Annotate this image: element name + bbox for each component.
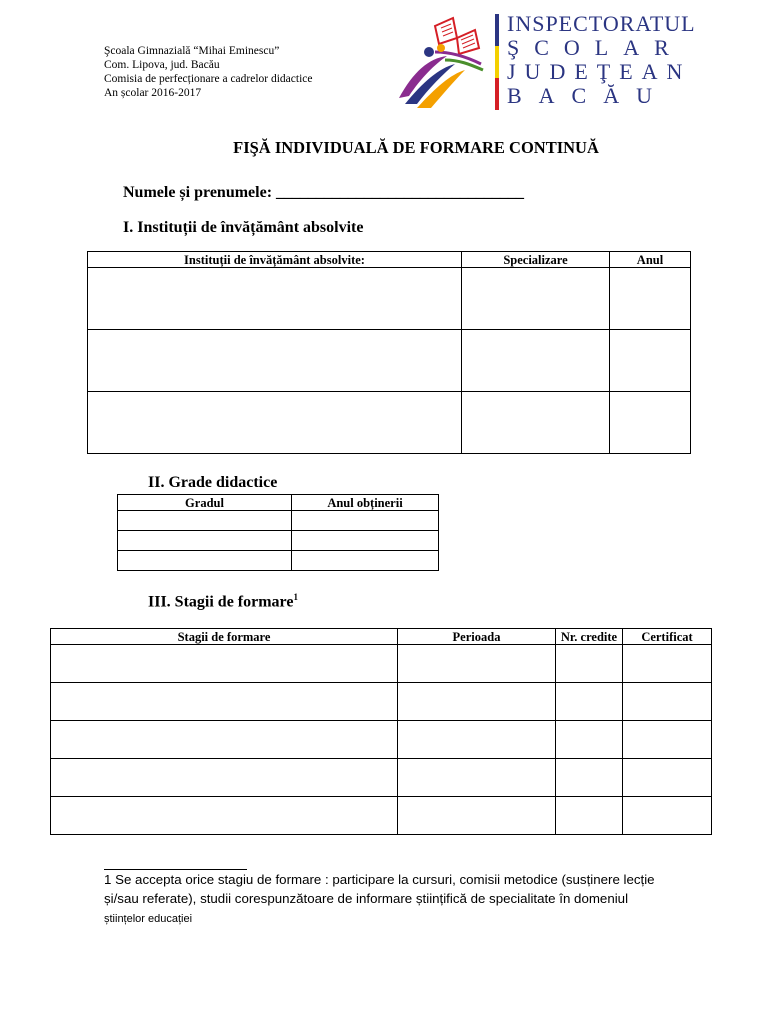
school-year: An școlar 2016-2017 bbox=[104, 87, 202, 99]
commission: Comisia de perfecționare a cadrelor didactice bbox=[104, 73, 313, 85]
table-cell[interactable] bbox=[292, 511, 439, 531]
inspectorate-logo bbox=[395, 12, 705, 112]
col-training: Stagii de formare bbox=[51, 629, 398, 645]
page-title: FIŞĂ INDIVIDUALĂ DE FORMARE CONTINUĂ bbox=[233, 138, 599, 157]
logo-line-2: ŞCOLAR bbox=[507, 35, 684, 60]
table-cell[interactable] bbox=[88, 268, 462, 330]
table-cell[interactable] bbox=[398, 759, 556, 797]
section-3-heading bbox=[148, 592, 298, 611]
table-cell[interactable] bbox=[118, 511, 292, 531]
table-cell[interactable] bbox=[292, 531, 439, 551]
table-row bbox=[118, 551, 439, 571]
table-cell[interactable] bbox=[398, 645, 556, 683]
table-cell[interactable] bbox=[610, 268, 691, 330]
flag-yellow-stripe bbox=[495, 46, 499, 78]
section-3-heading-text: III. Stagii de formare bbox=[148, 593, 294, 611]
table-cell[interactable] bbox=[623, 645, 712, 683]
col-grade: Gradul bbox=[118, 495, 292, 511]
commune: Com. Lipova, jud. Bacău bbox=[104, 59, 220, 71]
col-credits: Nr. credite bbox=[556, 629, 623, 645]
logo-line-4: BACĂU bbox=[507, 83, 670, 108]
col-certificate: Certificat bbox=[623, 629, 712, 645]
table-row bbox=[118, 531, 439, 551]
table-row bbox=[118, 511, 439, 531]
table-cell[interactable] bbox=[51, 683, 398, 721]
table-cell[interactable] bbox=[623, 797, 712, 835]
flag-blue-stripe bbox=[495, 14, 499, 46]
table-header-row bbox=[118, 495, 439, 511]
table-row bbox=[51, 759, 712, 797]
table-row bbox=[51, 721, 712, 759]
flag-stripes bbox=[495, 14, 499, 110]
section-1-heading: I. Instituții de învățământ absolvite bbox=[123, 219, 364, 236]
table-row bbox=[51, 645, 712, 683]
table-cell[interactable] bbox=[118, 531, 292, 551]
table-cell[interactable] bbox=[556, 645, 623, 683]
col-year-obtained: Anul obținerii bbox=[292, 495, 439, 511]
table-cell[interactable] bbox=[610, 392, 691, 454]
table-cell[interactable] bbox=[556, 797, 623, 835]
grades-table bbox=[117, 494, 439, 571]
school-header bbox=[104, 44, 313, 100]
table-cell[interactable] bbox=[398, 797, 556, 835]
table-cell[interactable] bbox=[623, 759, 712, 797]
table-cell[interactable] bbox=[556, 721, 623, 759]
table-cell[interactable] bbox=[88, 392, 462, 454]
name-field[interactable]: Numele și prenumele: _______________________________ bbox=[123, 184, 525, 201]
institutions-table bbox=[87, 251, 691, 454]
table-cell[interactable] bbox=[556, 683, 623, 721]
table-cell[interactable] bbox=[51, 721, 398, 759]
table-cell[interactable] bbox=[623, 721, 712, 759]
logo-line-1: INSPECTORATUL bbox=[507, 11, 696, 36]
footnote-text: 1 Se accepta orice stagiu de formare : participare la cursuri, comisii metodice (susținere lecție și/sau referate), studii corespunzătoare de informare științifică de specialitate în domeniul bbox=[104, 872, 655, 906]
footnote-tail: științelor educației bbox=[104, 913, 193, 925]
logo-line-3: JUDEŢEAN bbox=[507, 59, 692, 84]
flag-red-stripe bbox=[495, 78, 499, 110]
table-cell[interactable] bbox=[51, 645, 398, 683]
footnote bbox=[104, 870, 664, 929]
table-cell[interactable] bbox=[398, 721, 556, 759]
table-cell[interactable] bbox=[462, 392, 610, 454]
table-header-row bbox=[51, 629, 712, 645]
book-emblem-icon bbox=[395, 12, 495, 112]
table-cell[interactable] bbox=[623, 683, 712, 721]
table-cell[interactable] bbox=[51, 759, 398, 797]
col-specialization: Specializare bbox=[462, 252, 610, 268]
training-table bbox=[50, 628, 712, 835]
table-cell[interactable] bbox=[51, 797, 398, 835]
col-institutions: Instituții de învățământ absolvite: bbox=[88, 252, 462, 268]
school-name: Şcoala Gimnazială “Mihai Eminescu” bbox=[104, 45, 280, 57]
table-cell[interactable] bbox=[462, 330, 610, 392]
table-cell[interactable] bbox=[88, 330, 462, 392]
section-2-heading: II. Grade didactice bbox=[148, 474, 278, 491]
table-cell[interactable] bbox=[462, 268, 610, 330]
table-row bbox=[51, 797, 712, 835]
table-cell[interactable] bbox=[556, 759, 623, 797]
table-cell[interactable] bbox=[610, 330, 691, 392]
col-year: Anul bbox=[610, 252, 691, 268]
table-row bbox=[88, 330, 691, 392]
logo-text bbox=[507, 12, 696, 108]
table-row bbox=[88, 392, 691, 454]
table-cell[interactable] bbox=[398, 683, 556, 721]
table-cell[interactable] bbox=[292, 551, 439, 571]
table-header-row bbox=[88, 252, 691, 268]
footnote-mark[interactable]: 1 bbox=[293, 592, 298, 602]
table-row bbox=[51, 683, 712, 721]
col-period: Perioada bbox=[398, 629, 556, 645]
table-cell[interactable] bbox=[118, 551, 292, 571]
table-row bbox=[88, 268, 691, 330]
